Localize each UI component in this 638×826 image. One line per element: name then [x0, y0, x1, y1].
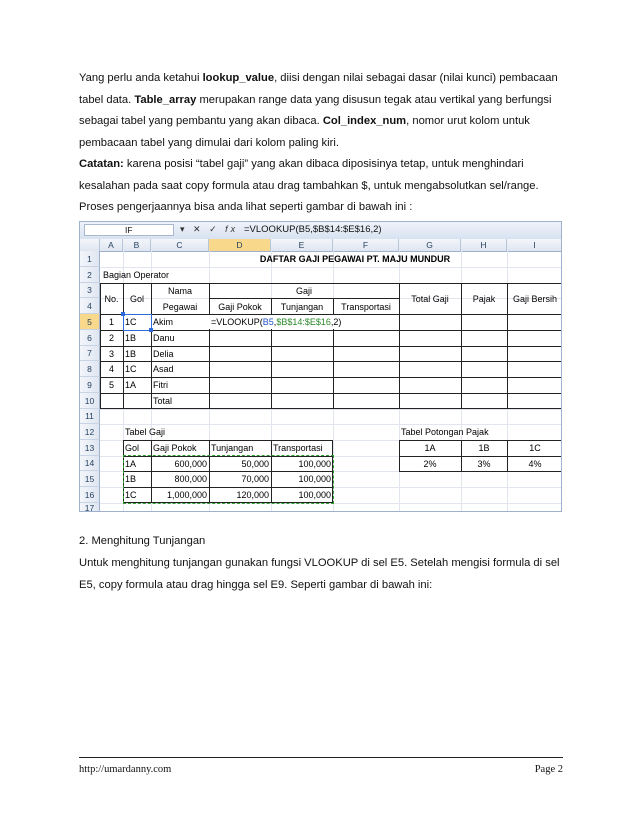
tabel-pajak-value: 3%	[477, 459, 491, 469]
tabel-gaji-cell: 600,000	[174, 459, 207, 469]
tabel-gaji-header: Gaji Pokok	[153, 443, 197, 453]
employee-gol: 1C	[125, 364, 137, 374]
tabel-gaji-label: Tabel Gaji	[125, 427, 166, 437]
section-heading: 2. Menghitung Tunjangan	[79, 535, 206, 547]
employee-gol: 1B	[125, 349, 137, 359]
paragraph-lookup-explanation: Yang perlu anda ketahui lookup_value, diisi dengan nilai sebagai dasar (nilai kunci) pembacaan tabel data. Table_array merupakan range data yang disusun tegak atau vertikal yang berfungsi sebagai tabel yang pembantu yang akan dibaca. Col_index_num, nomor urut kolom untuk pembacaan tabel yang dimulai dari kolom paling kiri.	[79, 72, 558, 149]
name-box: IF	[84, 224, 174, 236]
employee-nama: Akim	[153, 317, 173, 327]
fx-icon: fx	[225, 224, 239, 234]
header-no: No.	[104, 294, 119, 304]
header-transportasi: Transportasi	[341, 302, 391, 312]
employee-no: 1	[108, 317, 114, 327]
tabel-gaji-cell: 1A	[125, 459, 137, 469]
tabel-gaji-cell: 50,000	[241, 459, 269, 469]
header-gaji: Gaji	[295, 286, 312, 296]
tabel-gaji-header: Gol	[125, 443, 140, 453]
paragraph-tunjangan: Untuk menghitung tunjangan gunakan fungsi VLOOKUP di sel E5. Setelah mengisi formula di sel E5, copy formula atau drag hingga sel E9. Seperti gambar di bawah ini:	[79, 557, 560, 591]
tabel-pajak-header: 1C	[529, 443, 541, 453]
formula-bar	[80, 222, 561, 240]
row-header: 12	[80, 424, 100, 440]
column-header-c: C	[151, 239, 209, 251]
row-header: 3	[80, 283, 100, 298]
employee-no: 3	[108, 349, 114, 359]
header-pegawai: Pegawai	[162, 302, 198, 312]
column-headers	[80, 239, 561, 252]
header-gaji-pokok: Gaji Pokok	[218, 302, 262, 312]
header-nama: Nama	[167, 286, 192, 296]
employee-no: 4	[108, 364, 114, 374]
column-header-d: D	[209, 239, 271, 251]
sheet-title: DAFTAR GAJI PEGAWAI PT. MAJU MUNDUR	[259, 254, 451, 264]
tabel-gaji-cell: 100,000	[298, 490, 331, 500]
footer-divider	[79, 757, 563, 758]
tabel-gaji-header: Tunjangan	[211, 443, 254, 453]
employee-nama: Danu	[153, 333, 175, 343]
header-gaji-bersih: Gaji Bersih	[512, 294, 557, 304]
cancel-icon: ✕	[193, 224, 204, 234]
tabel-gaji-header: Transportasi	[273, 443, 323, 453]
formula-bar-icons: ▾ ✕ ✓ fx	[180, 224, 239, 234]
row-header: 11	[80, 409, 100, 424]
row-header: 8	[80, 361, 100, 377]
footer-url: http://umardanny.com	[79, 764, 172, 775]
formula-text: =VLOOKUP(B5,$B$14:$E$16,2)	[244, 224, 382, 235]
row-header: 4	[80, 298, 100, 314]
row-header: 16	[80, 487, 100, 503]
tabel-gaji-cell: 100,000	[298, 459, 331, 469]
selected-range-b5	[123, 314, 152, 331]
tabel-gaji-cell: 120,000	[236, 490, 269, 500]
spreadsheet-screenshot	[79, 221, 562, 512]
header-gol: Gol	[129, 294, 144, 304]
row-header: 7	[80, 346, 100, 361]
tabel-gaji-cell: 70,000	[241, 474, 269, 484]
row-header: 17	[80, 503, 100, 512]
row-header: 15	[80, 471, 100, 487]
tabel-gaji-cell: 1B	[125, 474, 137, 484]
tabel-gaji-cell: 800,000	[174, 474, 207, 484]
select-all-corner	[80, 239, 100, 251]
row-header: 9	[80, 377, 100, 393]
tabel-pajak-label: Tabel Potongan Pajak	[401, 427, 489, 437]
employee-nama: Delia	[153, 349, 174, 359]
row-header: 14	[80, 456, 100, 471]
row-header: 1	[80, 251, 100, 267]
total-label: Total	[153, 396, 173, 406]
footer-page-number: Page 2	[534, 764, 563, 775]
employee-gol: 1C	[125, 317, 137, 327]
section-label: Bagian Operator	[103, 270, 170, 280]
paragraph-catatan: Catatan: karena posisi “tabel gaji” yang akan dibaca diposisinya tetap, untuk menghindari kesalahan pada saat copy formula atau drag tambahkan $, untuk mengabsolutkan sel/range. Proses pengerjaannya bisa anda lihat seperti gambar di bawah ini :	[79, 158, 539, 213]
header-tunjangan: Tunjangan	[280, 302, 324, 312]
formula-cell-d5: =VLOOKUP(B5,$B$14:$E$16,2)	[211, 317, 342, 327]
column-header-h: H	[461, 239, 507, 251]
tabel-pajak-header: 1A	[424, 443, 436, 453]
employee-nama: Fitri	[153, 380, 168, 390]
referenced-range-b14-e16	[123, 455, 334, 504]
employee-gol: 1A	[125, 380, 137, 390]
row-header: 2	[80, 267, 100, 283]
header-total-gaji: Total Gaji	[411, 294, 449, 304]
employee-no: 2	[108, 333, 114, 343]
tabel-gaji-cell: 1,000,000	[166, 490, 207, 500]
column-header-i: I	[507, 239, 562, 251]
column-header-f: F	[333, 239, 399, 251]
tabel-gaji-cell: 100,000	[298, 474, 331, 484]
row-header: 13	[80, 440, 100, 456]
column-header-a: A	[100, 239, 123, 251]
column-header-e: E	[271, 239, 333, 251]
column-header-b: B	[123, 239, 151, 251]
tabel-pajak-header: 1B	[478, 443, 490, 453]
employee-nama: Asad	[153, 364, 174, 374]
header-pajak: Pajak	[472, 294, 496, 304]
tabel-pajak-value: 4%	[528, 459, 542, 469]
row-header: 10	[80, 393, 100, 409]
check-icon: ✓	[209, 224, 220, 234]
row-header: 5	[80, 314, 100, 330]
column-header-g: G	[399, 239, 461, 251]
row-header: 6	[80, 330, 100, 346]
tabel-gaji-cell: 1C	[125, 490, 137, 500]
employee-no: 5	[108, 380, 114, 390]
employee-gol: 1B	[125, 333, 137, 343]
tabel-pajak-value: 2%	[423, 459, 437, 469]
